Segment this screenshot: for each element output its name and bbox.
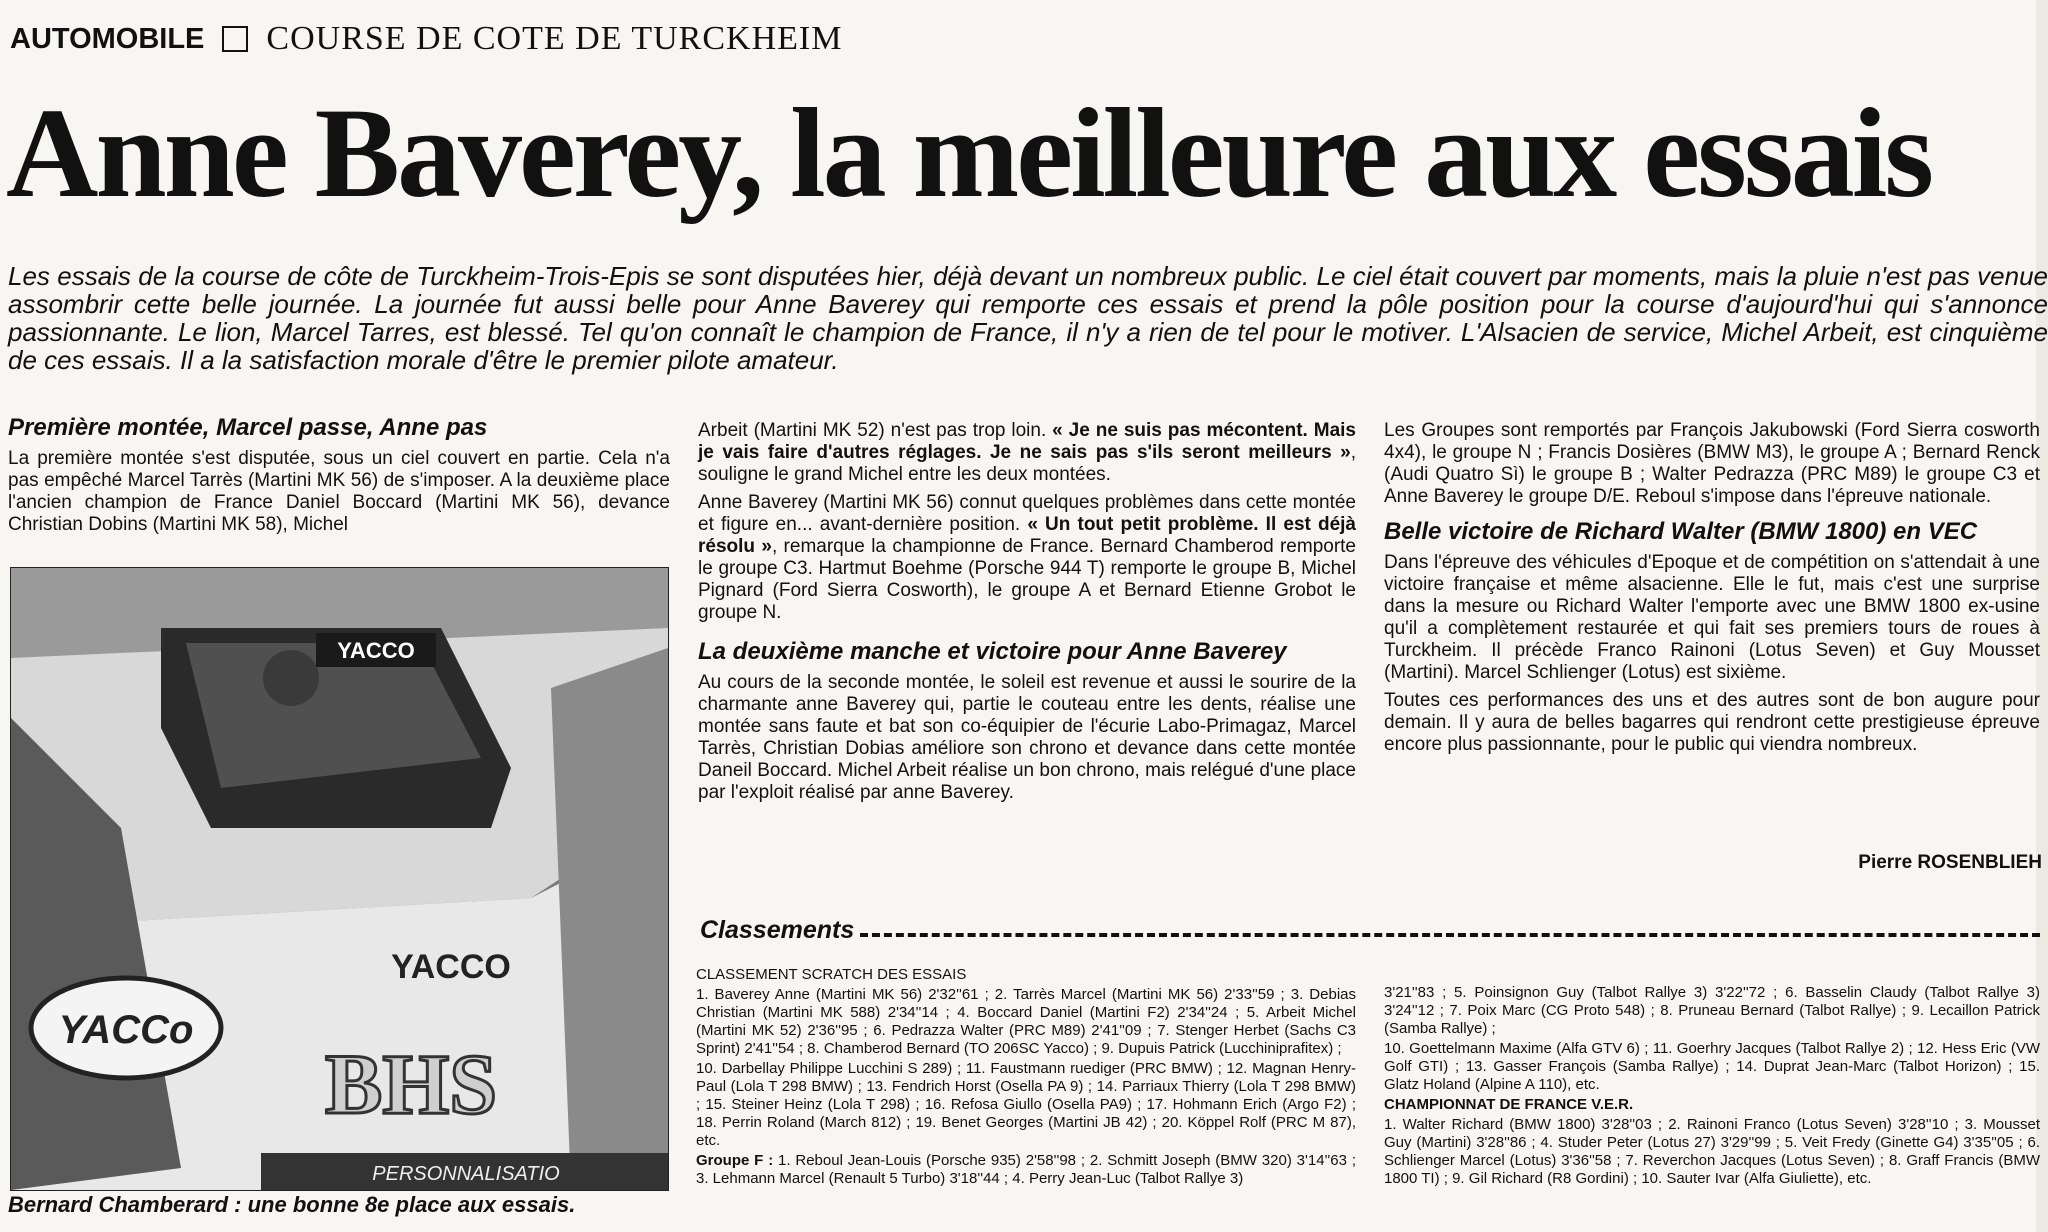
author-signature: Pierre ROSENBLIEH xyxy=(1858,852,2042,873)
windshield-logo: YACCO xyxy=(337,638,415,663)
results-right xyxy=(1384,984,2040,1190)
body-logo: YACCO xyxy=(391,948,511,986)
results-left xyxy=(696,966,1356,1190)
col3-paragraph-3: Toutes ces performances des uns et des autres sont de bon augure pour demain. Il y aura de belles bagarres qui rendront cette prestigieuse épreuve encore plus passionnante, pour le public qui viendra nombreux. xyxy=(1384,690,2040,755)
col2-paragraph-2: Anne Baverey (Martini MK 56) connut quelques problèmes dans cette montée et figure en... avant-dernière position. « Un tout petit problème. Il est déjà résolu », remarque la championne de France. Bernard Chamberod remporte le groupe C3. Hartmut Boehme (Porsche 944 T) remporte le groupe B, Michel Pignard (Ford Sierra Cosworth), le groupe A et Bernard Etienne Grobot le groupe N. xyxy=(698,492,1356,623)
dashed-rule xyxy=(860,925,2040,937)
col2-paragraph-3: Au cours de la seconde montée, le soleil est revenue et aussi le sourire de la charmante anne Baverey qui, partie le couteau entre les dents, réalise une montée sans faute et bat son co-équipier de l'écurie Labo-Primagaz, Marcel Tarrès, Christian Dobias améliore son chrono et devance dans cette montée Daneil Boccard. Michel Arbeit réalise un bon chrono, mais relégué d'une place par l'exploit réalisé par anne Baverey. xyxy=(698,672,1356,803)
col3-paragraph-2: Dans l'épreuve des véhicules d'Epoque et de compétition on s'attendait à une victoire française et même alsacienne. Elle le fut, mais c'est une surprise dans la mesure ou Richard Walter l'emporte avec une BMW 1800 ex-usine qu'il a complètement restaurée et qui fait ses premiers tours de roues à Turckheim. Il précède Franco Rainoni (Lotus Seven) et Guy Mousset (Martini). Marcel Schlienger (Lotus) est sixième. xyxy=(1384,552,2040,683)
lede xyxy=(8,262,2048,374)
scratch-results-1: 1. Baverey Anne (Martini MK 56) 2'32''61 ; 2. Tarrès Marcel (Martini MK 56) 2'33''59 ; 3. Debias Christian (Martini MK 588) 2'34''14 ; 4. Boccard Daniel (Martini F2) 2'34''24 ; 5. Arbeit Michel (Martini MK 52) 2'36''95 ; 6. Pedrazza Walter (PRC M89) 2'41''09 ; 7. Stenger Herbet (Sachs C3 Sprint) 2'41''54 ; 8. Chamberod Bernard (TO 206SC Yacco) ; 9. Dupuis Patrick (Lucchiniprafitex) ; xyxy=(696,986,1356,1057)
group-f-continued-2: 10. Goettelmann Maxime (Alfa GTV 6) ; 11. Goerhry Jacques (Talbot Rallye 2) ; 12. Hess Eric (VW Golf GTI) ; 13. Gasser François (Samba Rallye) ; 14. Duprat Jean-Marc (Talbot Horizon) ; 15. Glatz Holand (Alpine A 110), etc. xyxy=(1384,1040,2040,1093)
group-f-continued: 3'21''83 ; 5. Poinsignon Guy (Talbot Rallye 3) 3'22''72 ; 6. Basselin Claudy (Talbot Rallye 3) 3'24''12 ; 7. Poix Marc (CG Proto 548) ; 8. Pruneau Bernard (Talbot Rallye) ; 9. Lecaillon Patrick (Samba Rallye) ; xyxy=(1384,984,2040,1037)
ver-title: CHAMPIONNAT DE FRANCE V.E.R. xyxy=(1384,1096,1634,1113)
ver-results: 1. Walter Richard (BMW 1800) 3'28''03 ; 2. Rainoni Franco (Lotus Seven) 3'28''10 ; 3. Mousset Guy (Martini) 3'28''86 ; 4. Studer Peter (Lotus 27) 3'29''99 ; 5. Veit Fredy (Ginette G4) 3'35''05 ; 6. Schlienger Marcel (Lotus) 3'36''58 ; 7. Reverchon Jacques (Lotus Seven) ; 8. Graff Francis (BMW 1800 TI) ; 9. Gil Richard (R8 Gordini) ; 10. Sauter Ivar (Alfa Giuliette), etc. xyxy=(1384,1116,2040,1187)
column-2 xyxy=(698,420,1356,810)
square-icon xyxy=(222,26,248,52)
car-illustration xyxy=(11,568,668,1190)
subhead-3: Belle victoire de Richard Walter (BMW 1800) en VEC xyxy=(1384,518,1978,545)
scratch-title: CLASSEMENT SCRATCH DES ESSAIS xyxy=(696,966,967,983)
col2-paragraph-1: Arbeit (Martini MK 52) n'est pas trop loin. « Je ne suis pas mécontent. Mais je vais faire d'autres réglages. Je ne sais pas s'ils seront meilleurs », souligne le grand Michel entre les deux montées. xyxy=(698,420,1356,485)
badge-logo: YACCo xyxy=(58,1008,194,1052)
group-f-results: Groupe F : 1. Reboul Jean-Louis (Porsche 935) 2'58''98 ; 2. Schmitt Joseph (BMW 320) 3'14''63 ; 3. Lehmann Marcel (Renault 5 Turbo) 3'18''44 ; 4. Perry Jean-Luc (Talbot Rallye 3) xyxy=(696,1152,1356,1187)
column-3 xyxy=(1384,420,2040,762)
kicker xyxy=(10,20,842,58)
section-label: AUTOMOBILE xyxy=(10,22,205,55)
column-1 xyxy=(8,414,670,542)
scratch-results-2: 10. Darbellay Philippe Lucchini S 289) ; 11. Faustmann ruediger (PRC BMW) ; 12. Magnan Henry-Paul (Lola T 298 BMW) ; 13. Fendrich Horst (Osella PA 9) ; 14. Parriaux Thierry (Lola T 298 BMW) ; 15. Steiner Heinz (Lola T 298) ; 16. Refosa Giullo (Osella PA9) ; 17. Hohmann Erich (Argo F2) ; 18. Perrin Roland (March 812) ; 19. Benet Georges (Martini JB 42) ; 20. Köppel Rolf (PRC M 87), etc. xyxy=(696,1060,1356,1149)
race-car-photo xyxy=(10,567,669,1191)
photo-caption: Bernard Chamberard : une bonne 8e place aux essais. xyxy=(8,1192,576,1217)
sponsor-logo: BHS xyxy=(324,1036,498,1132)
headline: Anne Baverey, la meilleure aux essais xyxy=(6,82,1932,224)
classements-heading xyxy=(700,916,2040,945)
lede-text: Les essais de la course de côte de Turckheim-Trois-Epis se sont disputées hier, déjà devant un nombreux public. Le ciel était couvert par moments, mais la pluie n'est pas venue assombrir cette belle journée. La journée fut aussi belle pour Anne Baverey qui remporte ces essais et prend la pôle position pour la course d'aujourd'hui qui s'annonce passionnante. Le lion, Marcel Tarres, est blessé. Tel qu'on connaît le champion de France, il n'y a rien de tel pour le motiver. L'Alsacien de service, Michel Arbeit, est cinquième de ces essais. Il a la satisfaction morale d'être le premier pilote amateur. xyxy=(8,261,2048,375)
subhead-1: Première montée, Marcel passe, Anne pas xyxy=(8,414,488,441)
topic-label: COURSE DE COTE DE TURCKHEIM xyxy=(266,20,843,57)
subhead-2: La deuxième manche et victoire pour Anne Baverey xyxy=(698,638,1287,665)
classements-title: Classements xyxy=(700,916,855,944)
col1-paragraph: La première montée s'est disputée, sous un ciel couvert en partie. Cela n'a pas empêché Marcel Tarrès (Martini MK 56) de s'imposer. A la deuxième place l'ancien champion de France Daniel Boccard (Martini MK 56), devance Christian Dobins (Martini MK 58), Michel xyxy=(8,448,670,535)
band-text: PERSONNALISATIO xyxy=(372,1163,560,1185)
col3-paragraph-1: Les Groupes sont remportés par François Jakubowski (Ford Sierra cosworth 4x4), le groupe N ; Francis Dosières (BMW M3), le groupe A ; Bernard Renck (Audi Quatro Sì) le groupe B ; Walter Pedrazza (PRC M89) le groupe C3 et Anne Baverey le groupe D/E. Reboul s'impose dans l'épreuve nationale. xyxy=(1384,420,2040,507)
